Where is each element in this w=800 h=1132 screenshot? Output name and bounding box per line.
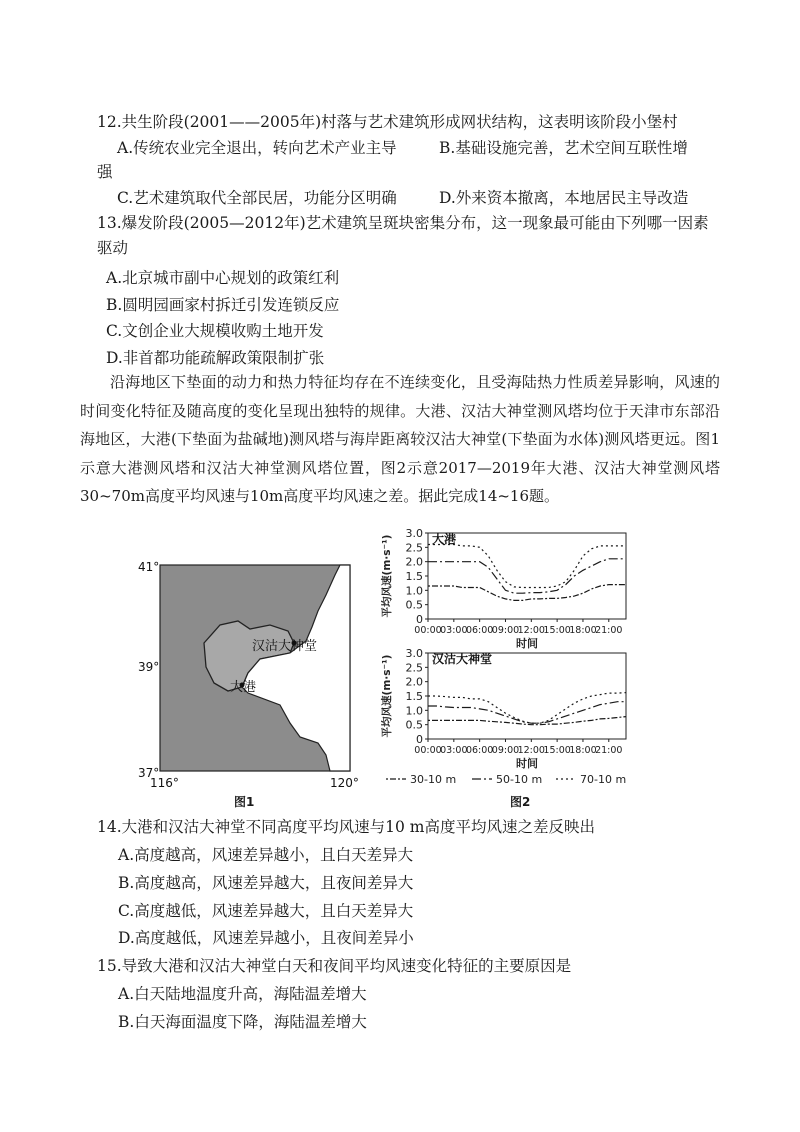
chart-1-series-0-line <box>428 717 626 725</box>
chart-0-xtick-label: 21:00 <box>595 625 623 636</box>
q13-stem-cont: 驱动 <box>97 239 129 257</box>
q14-stem: 14.大港和汉沽大神堂不同高度平均风速与10 m高度平均风速之差反映出 <box>97 818 596 836</box>
chart-1-xtick-label: 09:00 <box>491 745 520 756</box>
chart-0-series-0-line <box>428 585 626 601</box>
chart-1-ytick-label: 1.0 <box>405 704 423 718</box>
chart-1-ytick-label: 2.5 <box>405 661 423 675</box>
chart-0-xtick-label: 12:00 <box>517 625 545 636</box>
chart-0-ytick-label: 0 <box>416 613 423 626</box>
q14-option-b: B.高度越高，风速差异越大，且夜间差异大 <box>118 874 414 892</box>
q13-option-b: B.圆明园画家村拆迁引发连锁反应 <box>106 296 340 314</box>
chart-1-xtick-label: 15:00 <box>543 745 571 756</box>
legend-label-2: 70-10 m <box>580 773 627 786</box>
chart-1-xtick-label: 06:00 <box>465 745 494 756</box>
chart-0-series-1-line <box>428 559 626 593</box>
legend-label-0: 30-10 m <box>410 773 457 786</box>
lon-label-120: 120° <box>330 776 359 790</box>
chart-0-ytick-label: 0.5 <box>405 598 423 612</box>
chart-1-xtick-label: 03:00 <box>440 745 468 756</box>
q13-option-c: C.文创企业大规模收购土地开发 <box>106 322 324 340</box>
q14-option-c: C.高度越低，风速差异越大，且白天差异大 <box>118 902 414 920</box>
q14-option-a: A.高度越高，风速差异越小，且白天差异大 <box>118 846 414 864</box>
chart-1-title: 汉沽大神堂 <box>432 652 493 666</box>
lat-label-41: 41° <box>138 560 160 574</box>
q15-option-a: A.白天陆地温度升高，海陆温差增大 <box>118 985 367 1003</box>
chart-1-xlabel: 时间 <box>516 757 538 770</box>
figure-1-map <box>130 555 360 795</box>
q12-stem: 12.共生阶段(2001——2005年)村落与艺术建筑形成网状结构，这表明该阶段小堡村 <box>97 113 678 131</box>
lat-label-39: 39° <box>138 660 160 674</box>
chart-1-xtick-label: 00:00 <box>414 745 442 756</box>
lat-label-37: 37° <box>138 766 160 780</box>
chart-0-ytick-label: 2.5 <box>405 541 423 555</box>
chart-1-ytick-label: 1.5 <box>405 690 423 703</box>
place-label-dagang: 大港 <box>230 680 257 695</box>
chart-0-frame <box>428 533 626 619</box>
chart-0-xlabel: 时间 <box>516 637 538 650</box>
place-label-hangu: 汉沽大神堂 <box>252 639 318 654</box>
chart-0-xtick-label: 06:00 <box>465 625 494 636</box>
chart-1-ytick-label: 2.0 <box>405 675 423 689</box>
chart-0-series-2-line <box>428 545 626 588</box>
chart-0-xtick-label: 18:00 <box>569 625 597 636</box>
q12-option-b-cont: 强 <box>97 163 113 181</box>
legend-label-1: 50-10 m <box>496 773 543 786</box>
q15-option-b: B.白天海面温度下降，海陆温差增大 <box>118 1013 367 1031</box>
chart-1-ytick-label: 0 <box>416 733 423 746</box>
chart-0-xtick-label: 00:00 <box>414 625 442 636</box>
chart-0-ytick-label: 1.5 <box>405 570 423 583</box>
q13-option-a: A.北京城市副中心规划的政策红利 <box>106 269 340 287</box>
q13-option-d: D.非首都功能疏解政策限制扩张 <box>106 349 325 367</box>
chart-0-xtick-label: 03:00 <box>440 625 468 636</box>
chart-0-xtick-label: 09:00 <box>491 625 520 636</box>
chart-1-xtick-label: 21:00 <box>595 745 623 756</box>
q12-option-a: A.传统农业完全退出，转向艺术产业主导 <box>117 139 397 157</box>
reading-passage: 沿海地区下垫面的动力和热力特征均存在不连续变化，且受海陆热力性质差异影响，风速的时间变化特征及随高度的变化呈现出独特的规律。大港、汉沽大神堂测风塔均位于天津市东部沿海地区，大港(下垫面为盐碱地)测风塔与海岸距离较汉沽大神堂(下垫面为水体)测风塔更远。图1示意大港测风塔和汉沽大神堂测风塔位置，图2示意2017—2019年大港、汉沽大神堂测风塔30~70m高度平均风速与10m高度平均风速之差。据此完成14~16题。 <box>80 373 720 505</box>
figure-2-charts <box>372 525 652 790</box>
chart-0-ytick-label: 2.0 <box>405 555 423 569</box>
chart-1-xtick-label: 12:00 <box>517 745 545 756</box>
figure-1-caption: 图1 <box>234 795 255 809</box>
chart-0-title: 大港 <box>432 532 457 546</box>
chart-1-xtick-label: 18:00 <box>569 745 597 756</box>
chart-1-ylabel: 平均风速(m·s⁻¹) <box>381 654 393 738</box>
lon-label-116: 116° <box>150 776 179 790</box>
chart-0-ytick-label: 3.0 <box>405 527 423 540</box>
q12-option-d: D.外来资本撤离，本地居民主导改造 <box>439 189 689 207</box>
q13-stem: 13.爆发阶段(2005—2012年)艺术建筑呈斑块密集分布，这一现象最可能由下列哪一因素 <box>97 214 709 232</box>
chart-0-ylabel: 平均风速(m·s⁻¹) <box>381 534 393 618</box>
chart-1-ytick-label: 0.5 <box>405 718 423 732</box>
q14-option-d: D.高度越低，风速差异越小，且夜间差异小 <box>118 929 414 947</box>
q12-option-b: B.基础设施完善，艺术空间互联性增 <box>439 139 688 157</box>
figure-2-caption: 图2 <box>510 795 531 809</box>
chart-0-xtick-label: 15:00 <box>543 625 571 636</box>
q12-option-c: C.艺术建筑取代全部民居，功能分区明确 <box>117 189 397 207</box>
chart-1-ytick-label: 3.0 <box>405 647 423 660</box>
chart-0-ytick-label: 1.0 <box>405 584 423 598</box>
q15-stem: 15.导致大港和汉沽大神堂白天和夜间平均风速变化特征的主要原因是 <box>97 957 572 975</box>
